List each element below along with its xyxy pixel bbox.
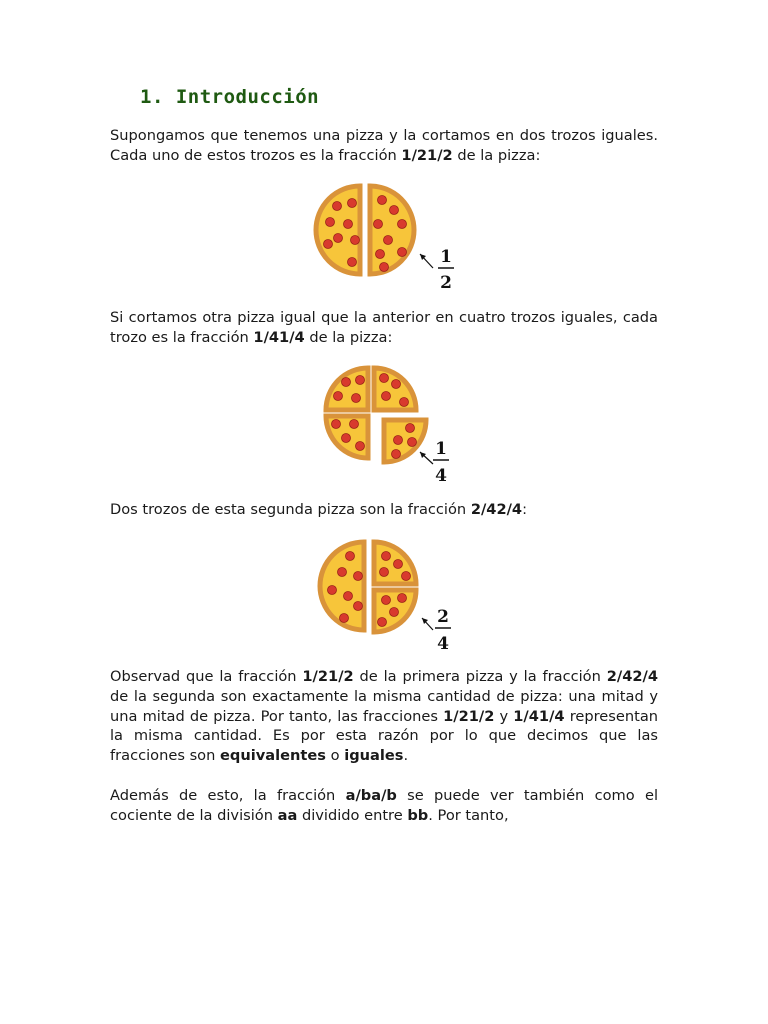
variable-text: bb [407,806,429,824]
text-run: Dos trozos de esta segunda pizza son la fracción [110,501,471,518]
pointer-arrow [420,254,433,268]
pizza-halves-figure [300,182,470,294]
fraction-text: 2/42/4 [470,501,523,518]
pizza-right-half [370,186,414,274]
text-run: y [494,707,514,725]
fraction-denominator: 2 [440,273,452,293]
pointer-arrow [422,618,433,630]
pizza-quarters-figure [300,362,470,488]
text-run: dividido entre [297,806,408,824]
paragraph-quotient [110,786,658,826]
text-run: . Por tanto, [428,806,509,824]
text-run: o [325,747,345,765]
section-heading: 1. Introducción [140,86,320,108]
pizza-two-quarters-figure [300,536,470,658]
fraction-denominator: 4 [437,634,449,654]
fraction-text: 1/21/2 [443,707,495,725]
text-run: de la pizza: [304,328,393,346]
text-run: de la segunda son exactamente la misma cantidad de pizza: una mitad y una mitad de pizza. Por tanto, las fracciones [110,687,658,725]
bold-term-iguales: iguales [344,747,404,765]
fraction-text: 1/41/4 [513,707,565,725]
fraction-text: 1/21/2 [401,146,453,164]
fraction-denominator: 4 [435,466,447,486]
fraction-text: 1/21/2 [302,668,354,685]
fraction-numerator: 2 [437,607,449,627]
text-run: Observad que la fracción [110,668,303,685]
fraction-text: a/ba/b [345,787,397,804]
text-run: se puede ver también como el cociente de la división [110,787,658,824]
text-run: Supongamos que tenemos una pizza y la cortamos en dos trozos iguales. Cada uno de estos trozos es la fracción [110,127,658,164]
text-run: : [522,501,528,518]
text-run: de la primera pizza y la fracción [353,668,607,685]
text-run: de la pizza: [452,146,541,164]
text-run: Además de esto, la fracción [110,787,346,804]
paragraph-intro [110,126,658,166]
variable-text: aa [277,806,298,824]
text-run: . [403,747,409,765]
paragraph-equivalence [110,667,658,766]
pointer-arrow [420,452,433,464]
fraction-numerator: 1 [440,247,452,267]
fraction-text: 1/41/4 [253,328,305,346]
text-run: Si cortamos otra pizza igual que la anterior en cuatro trozos iguales, cada trozo es la fracción [110,309,658,346]
paragraph-quarters [110,308,658,348]
fraction-numerator: 1 [435,439,447,459]
fraction-text: 2/42/4 [606,668,658,685]
bold-term-equivalentes: equivalentes [220,747,326,765]
text-run: representan la misma cantidad. Es por esta razón por lo que decimos que las fracciones son [110,707,659,765]
paragraph-two-quarters [110,500,658,520]
pizza-separated-slice [384,420,426,462]
